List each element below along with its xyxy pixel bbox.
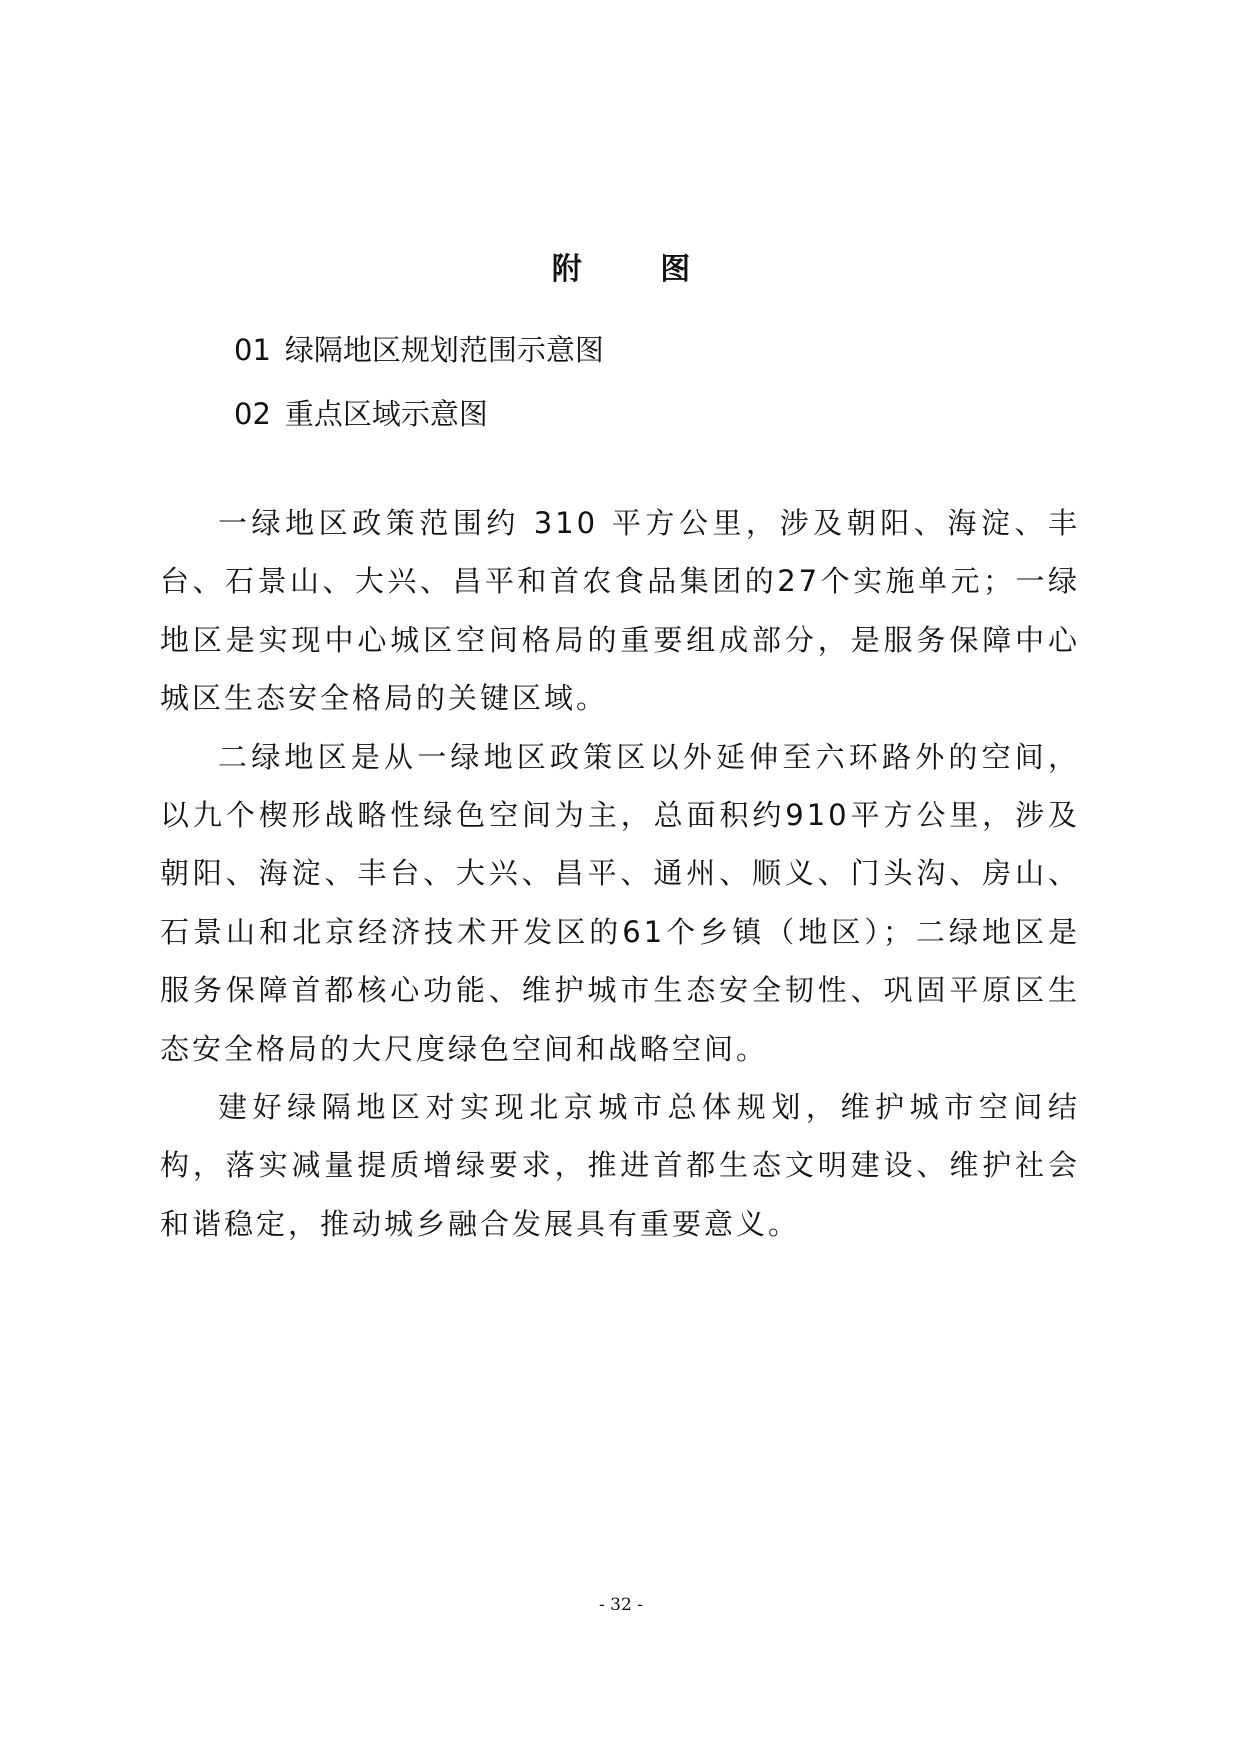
figure-list [234,330,1134,458]
figure-item [234,394,1134,434]
figure-item [234,330,1134,370]
page-number: - 32 - [599,1595,643,1615]
body-text [160,494,1080,1253]
figure-number: 02 [234,397,271,431]
paragraph-significance: 建好绿隔地区对实现北京城市总体规划，维护城市空间结构，落实减量提质增绿要求，推进首都生态文明建设、维护社会和谐稳定，推动城乡融合发展具有重要意义。 [160,1090,1080,1241]
figure-number: 01 [234,333,271,367]
figure-label: 绿隔地区规划范围示意图 [284,333,604,367]
page-title: 附 图 [551,252,725,287]
paragraph-second-green-belt: 二绿地区是从一绿地区政策区以外延伸至六环路外的空间，以九个楔形战略性绿色空间为主，总面积约910平方公里，涉及朝阳、海淀、丰台、大兴、昌平、通州、顺义、门头沟、房山、石景山和北京经济技术开发区的61个乡镇（地区）；二绿地区是服务保障首都核心功能、维护城市生态安全韧性、巩固平原区生态安全格局的大尺度绿色空间和战略空间。 [160,739,1080,1066]
figure-label: 重点区域示意图 [284,397,488,431]
paragraph-first-green-belt: 一绿地区政策范围约 310 平方公里，涉及朝阳、海淀、丰台、石景山、大兴、昌平和首农食品集团的27个实施单元；一绿地区是实现中心城区空间格局的重要组成部分，是服务保障中心城区生态安全格局的关键区域。 [160,506,1080,716]
